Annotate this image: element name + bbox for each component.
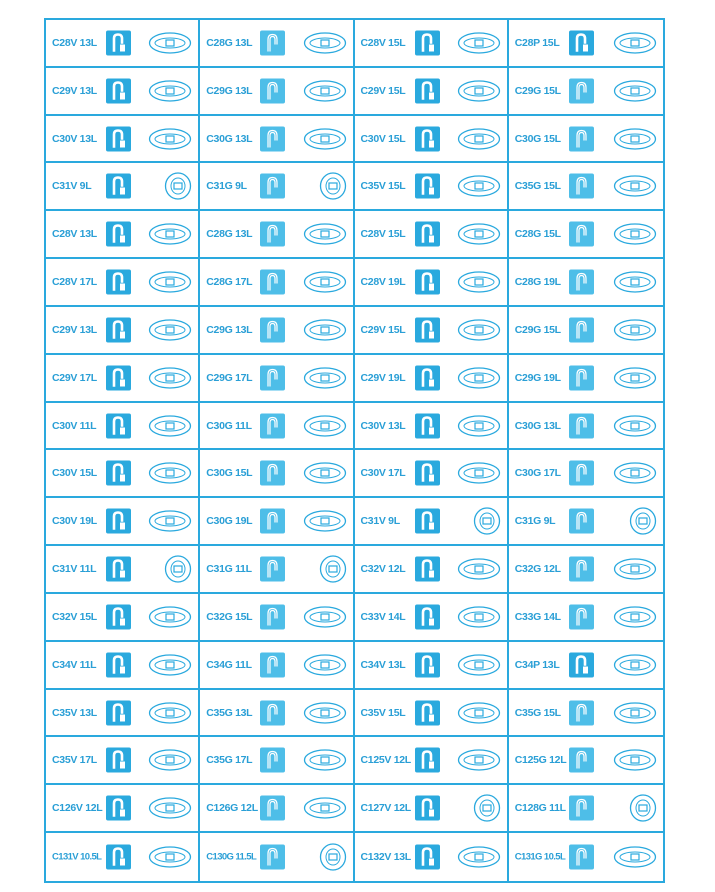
catalog-cell — [509, 737, 663, 785]
nose-pad-shape-icon — [613, 414, 657, 438]
model-code: C35V 15L — [360, 180, 406, 193]
nose-pad-profile-icon — [415, 174, 440, 199]
model-code: C29V 19L — [360, 371, 406, 384]
model-code: C31V 9L — [360, 515, 400, 528]
model-code: C29V 15L — [360, 323, 406, 336]
catalog-cell — [355, 20, 509, 68]
nose-pad-profile-icon — [569, 796, 594, 821]
model-code: C29V 13L — [52, 84, 97, 97]
nose-pad-profile-icon — [106, 78, 131, 103]
model-code: C31G 9L — [514, 515, 556, 528]
catalog-cell — [355, 642, 509, 690]
catalog-cell — [46, 450, 200, 498]
nose-pad-profile-icon — [106, 413, 131, 438]
nose-pad-profile-icon — [415, 748, 440, 773]
catalog-cell — [200, 546, 354, 594]
catalog-cell — [509, 690, 663, 738]
nose-pad-shape-icon — [613, 174, 657, 198]
nose-pad-shape-icon — [303, 796, 347, 820]
catalog-cell — [509, 450, 663, 498]
catalog-cell — [46, 737, 200, 785]
catalog-cell — [200, 163, 354, 211]
nose-pad-profile-icon — [260, 365, 285, 390]
catalog-cell — [509, 259, 663, 307]
model-code: C127V 12L — [360, 802, 411, 815]
model-code: C32V 15L — [52, 610, 97, 623]
nose-pad-profile-icon — [260, 604, 285, 629]
catalog-cell — [200, 211, 354, 259]
catalog-cell — [509, 785, 663, 833]
nose-pad-shape-icon — [303, 79, 347, 103]
nose-pad-profile-icon — [260, 174, 285, 199]
model-code: C132V 13L — [360, 851, 411, 864]
nose-pad-shape-icon — [457, 414, 501, 438]
model-code: C28P 15L — [514, 36, 560, 49]
model-code: C34V 11L — [52, 658, 97, 671]
nose-pad-profile-icon — [415, 126, 440, 151]
nose-pad-shape-icon — [613, 653, 657, 677]
model-code: C30V 19L — [52, 515, 97, 528]
model-code: C126V 12L — [52, 802, 103, 815]
catalog-cell — [509, 642, 663, 690]
nose-pad-profile-icon — [260, 461, 285, 486]
catalog-cell — [46, 642, 200, 690]
nose-pad-shape-icon — [164, 171, 192, 201]
nose-pad-shape-icon — [303, 461, 347, 485]
model-code: C30V 13L — [360, 419, 406, 432]
catalog-cell — [46, 546, 200, 594]
model-code: C30G 17L — [514, 467, 561, 480]
nose-pad-profile-icon — [106, 270, 131, 295]
model-code: C35V 15L — [360, 706, 406, 719]
nose-pad-catalog-sheet — [44, 18, 665, 883]
catalog-cell — [509, 68, 663, 116]
nose-pad-shape-icon — [457, 845, 501, 869]
nose-pad-profile-icon — [569, 222, 594, 247]
nose-pad-shape-icon — [148, 318, 192, 342]
nose-pad-profile-icon — [260, 222, 285, 247]
model-code: C35V 17L — [52, 754, 97, 767]
nose-pad-profile-icon — [569, 413, 594, 438]
catalog-cell — [509, 546, 663, 594]
model-code: C34P 13L — [514, 658, 560, 671]
nose-pad-profile-icon — [106, 30, 131, 55]
nose-pad-profile-icon — [415, 796, 440, 821]
nose-pad-shape-icon — [319, 842, 347, 872]
nose-pad-shape-icon — [473, 793, 501, 823]
nose-pad-shape-icon — [148, 701, 192, 725]
nose-pad-profile-icon — [569, 748, 594, 773]
model-code: C128G 11L — [514, 802, 566, 815]
catalog-cell — [355, 785, 509, 833]
nose-pad-shape-icon — [303, 222, 347, 246]
model-code: C33G 14L — [514, 610, 561, 623]
catalog-cell — [200, 737, 354, 785]
nose-pad-shape-icon — [303, 414, 347, 438]
catalog-cell — [46, 259, 200, 307]
nose-pad-profile-icon — [569, 317, 594, 342]
nose-pad-shape-icon — [457, 366, 501, 390]
model-code: C32G 15L — [206, 610, 253, 623]
nose-pad-shape-icon — [319, 171, 347, 201]
nose-pad-shape-icon — [303, 270, 347, 294]
model-code: C35G 13L — [206, 706, 253, 719]
model-code: C30G 11L — [206, 419, 252, 432]
model-code: C30G 15L — [514, 132, 561, 145]
model-code: C131V 10.5L — [52, 851, 102, 863]
nose-pad-shape-icon — [148, 845, 192, 869]
model-code: C29G 15L — [514, 323, 561, 336]
nose-pad-profile-icon — [260, 748, 285, 773]
nose-pad-shape-icon — [303, 318, 347, 342]
nose-pad-profile-icon — [569, 652, 594, 677]
catalog-cell — [200, 785, 354, 833]
model-code: C29G 15L — [514, 84, 561, 97]
model-code: C28V 13L — [52, 36, 97, 49]
catalog-cell — [355, 403, 509, 451]
nose-pad-shape-icon — [148, 79, 192, 103]
model-code: C30V 15L — [52, 467, 97, 480]
model-code: C32V 12L — [360, 563, 406, 576]
nose-pad-profile-icon — [569, 509, 594, 534]
nose-pad-shape-icon — [613, 222, 657, 246]
model-code: C34G 11L — [206, 658, 252, 671]
nose-pad-profile-icon — [106, 652, 131, 677]
model-code: C125V 12L — [360, 754, 411, 767]
catalog-cell — [200, 259, 354, 307]
nose-pad-profile-icon — [569, 461, 594, 486]
nose-pad-shape-icon — [148, 653, 192, 677]
catalog-cell — [46, 785, 200, 833]
catalog-cell — [355, 116, 509, 164]
nose-pad-profile-icon — [106, 461, 131, 486]
nose-pad-shape-icon — [613, 270, 657, 294]
catalog-cell — [355, 594, 509, 642]
nose-pad-profile-icon — [415, 845, 440, 870]
model-code: C130G 11.5L — [206, 851, 257, 863]
model-code: C29V 17L — [52, 371, 97, 384]
nose-pad-profile-icon — [260, 317, 285, 342]
nose-pad-shape-icon — [457, 653, 501, 677]
model-code: C28G 17L — [206, 276, 253, 289]
nose-pad-shape-icon — [457, 270, 501, 294]
catalog-cell — [355, 68, 509, 116]
nose-pad-shape-icon — [164, 554, 192, 584]
nose-pad-shape-icon — [148, 748, 192, 772]
nose-pad-profile-icon — [260, 652, 285, 677]
nose-pad-shape-icon — [148, 127, 192, 151]
catalog-cell — [509, 307, 663, 355]
catalog-cell — [509, 498, 663, 546]
catalog-cell — [200, 355, 354, 403]
catalog-cell — [509, 355, 663, 403]
catalog-cell — [509, 163, 663, 211]
model-code: C30G 13L — [206, 132, 253, 145]
nose-pad-profile-icon — [415, 604, 440, 629]
nose-pad-shape-icon — [303, 31, 347, 55]
catalog-cell — [46, 211, 200, 259]
nose-pad-profile-icon — [106, 845, 131, 870]
catalog-cell — [355, 450, 509, 498]
catalog-cell — [509, 833, 663, 881]
model-code: C28V 15L — [360, 36, 406, 49]
nose-pad-profile-icon — [569, 174, 594, 199]
nose-pad-profile-icon — [569, 365, 594, 390]
nose-pad-shape-icon — [457, 461, 501, 485]
nose-pad-profile-icon — [569, 78, 594, 103]
model-code: C30V 15L — [360, 132, 406, 145]
nose-pad-shape-icon — [613, 557, 657, 581]
nose-pad-profile-icon — [106, 126, 131, 151]
nose-pad-profile-icon — [260, 270, 285, 295]
nose-pad-shape-icon — [148, 509, 192, 533]
catalog-cell — [46, 355, 200, 403]
nose-pad-profile-icon — [260, 30, 285, 55]
nose-pad-shape-icon — [303, 605, 347, 629]
nose-pad-profile-icon — [415, 30, 440, 55]
nose-pad-shape-icon — [148, 366, 192, 390]
nose-pad-shape-icon — [457, 605, 501, 629]
nose-pad-shape-icon — [148, 461, 192, 485]
catalog-cell — [509, 116, 663, 164]
catalog-cell — [200, 690, 354, 738]
catalog-cell — [355, 546, 509, 594]
nose-pad-shape-icon — [148, 414, 192, 438]
nose-pad-shape-icon — [613, 318, 657, 342]
nose-pad-shape-icon — [457, 79, 501, 103]
nose-pad-profile-icon — [415, 317, 440, 342]
model-code: C28V 13L — [52, 228, 97, 241]
model-code: C35G 15L — [514, 180, 561, 193]
catalog-cell — [200, 642, 354, 690]
nose-pad-shape-icon — [303, 366, 347, 390]
nose-pad-shape-icon — [303, 701, 347, 725]
nose-pad-shape-icon — [457, 318, 501, 342]
nose-pad-profile-icon — [260, 700, 285, 725]
catalog-cell — [200, 498, 354, 546]
nose-pad-shape-icon — [613, 31, 657, 55]
nose-pad-profile-icon — [106, 557, 131, 582]
nose-pad-profile-icon — [569, 700, 594, 725]
model-code: C28G 15L — [514, 228, 561, 241]
nose-pad-shape-icon — [148, 796, 192, 820]
model-code: C30G 13L — [514, 419, 561, 432]
model-code: C29G 19L — [514, 371, 561, 384]
catalog-cell — [46, 163, 200, 211]
nose-pad-profile-icon — [569, 604, 594, 629]
catalog-cell — [200, 594, 354, 642]
catalog-cell — [355, 498, 509, 546]
nose-pad-profile-icon — [415, 270, 440, 295]
nose-pad-profile-icon — [260, 845, 285, 870]
nose-pad-profile-icon — [415, 78, 440, 103]
nose-pad-shape-icon — [473, 506, 501, 536]
nose-pad-profile-icon — [106, 748, 131, 773]
model-code: C31G 9L — [206, 180, 247, 193]
nose-pad-grid — [46, 20, 663, 881]
nose-pad-profile-icon — [106, 365, 131, 390]
nose-pad-shape-icon — [629, 793, 657, 823]
catalog-cell — [46, 68, 200, 116]
catalog-cell — [355, 259, 509, 307]
catalog-cell — [355, 355, 509, 403]
nose-pad-profile-icon — [106, 509, 131, 534]
nose-pad-profile-icon — [260, 126, 285, 151]
model-code: C32G 12L — [514, 563, 561, 576]
nose-pad-profile-icon — [569, 557, 594, 582]
nose-pad-profile-icon — [415, 557, 440, 582]
model-code: C31V 11L — [52, 563, 97, 576]
catalog-cell — [509, 403, 663, 451]
nose-pad-shape-icon — [457, 127, 501, 151]
catalog-cell — [200, 20, 354, 68]
nose-pad-shape-icon — [613, 845, 657, 869]
nose-pad-shape-icon — [613, 461, 657, 485]
nose-pad-profile-icon — [415, 700, 440, 725]
nose-pad-profile-icon — [106, 796, 131, 821]
nose-pad-profile-icon — [415, 222, 440, 247]
nose-pad-shape-icon — [457, 222, 501, 246]
model-code: C126G 12L — [206, 802, 258, 815]
nose-pad-shape-icon — [613, 366, 657, 390]
model-code: C29G 13L — [206, 323, 253, 336]
model-code: C30V 13L — [52, 132, 97, 145]
model-code: C30G 19L — [206, 515, 253, 528]
nose-pad-shape-icon — [613, 748, 657, 772]
nose-pad-shape-icon — [303, 748, 347, 772]
nose-pad-profile-icon — [415, 365, 440, 390]
nose-pad-profile-icon — [106, 222, 131, 247]
nose-pad-shape-icon — [613, 127, 657, 151]
catalog-cell — [509, 594, 663, 642]
nose-pad-profile-icon — [415, 461, 440, 486]
model-code: C35G 15L — [514, 706, 561, 719]
nose-pad-shape-icon — [148, 222, 192, 246]
nose-pad-shape-icon — [457, 701, 501, 725]
nose-pad-profile-icon — [260, 78, 285, 103]
catalog-cell — [46, 690, 200, 738]
nose-pad-shape-icon — [148, 270, 192, 294]
nose-pad-profile-icon — [569, 126, 594, 151]
model-code: C28G 19L — [514, 276, 561, 289]
model-code: C34V 13L — [360, 658, 406, 671]
nose-pad-profile-icon — [415, 413, 440, 438]
catalog-cell — [200, 116, 354, 164]
nose-pad-profile-icon — [260, 509, 285, 534]
nose-pad-profile-icon — [106, 174, 131, 199]
catalog-cell — [200, 403, 354, 451]
catalog-cell — [200, 307, 354, 355]
nose-pad-shape-icon — [629, 506, 657, 536]
model-code: C29G 17L — [206, 371, 253, 384]
catalog-cell — [46, 116, 200, 164]
nose-pad-shape-icon — [303, 127, 347, 151]
catalog-cell — [46, 498, 200, 546]
nose-pad-profile-icon — [106, 700, 131, 725]
catalog-cell — [46, 833, 200, 881]
catalog-cell — [509, 20, 663, 68]
nose-pad-profile-icon — [415, 652, 440, 677]
catalog-cell — [46, 307, 200, 355]
nose-pad-shape-icon — [457, 174, 501, 198]
model-code: C35G 17L — [206, 754, 253, 767]
nose-pad-profile-icon — [415, 509, 440, 534]
catalog-cell — [200, 68, 354, 116]
model-code: C30V 11L — [52, 419, 97, 432]
nose-pad-shape-icon — [303, 509, 347, 533]
catalog-cell — [355, 737, 509, 785]
nose-pad-profile-icon — [106, 604, 131, 629]
model-code: C30V 17L — [360, 467, 406, 480]
nose-pad-shape-icon — [457, 31, 501, 55]
nose-pad-shape-icon — [457, 557, 501, 581]
model-code: C35V 13L — [52, 706, 97, 719]
catalog-cell — [355, 307, 509, 355]
model-code: C29V 13L — [52, 323, 97, 336]
catalog-cell — [355, 163, 509, 211]
nose-pad-shape-icon — [303, 653, 347, 677]
catalog-cell — [46, 594, 200, 642]
nose-pad-profile-icon — [569, 30, 594, 55]
model-code: C31V 9L — [52, 180, 92, 193]
model-code: C33V 14L — [360, 610, 406, 623]
catalog-cell — [355, 833, 509, 881]
model-code: C28V 15L — [360, 228, 406, 241]
nose-pad-shape-icon — [613, 605, 657, 629]
catalog-cell — [200, 833, 354, 881]
nose-pad-shape-icon — [148, 31, 192, 55]
model-code: C131G 10.5L — [514, 851, 566, 863]
nose-pad-profile-icon — [569, 845, 594, 870]
catalog-cell — [355, 690, 509, 738]
catalog-cell — [509, 211, 663, 259]
model-code: C29V 15L — [360, 84, 406, 97]
nose-pad-profile-icon — [260, 413, 285, 438]
nose-pad-shape-icon — [148, 605, 192, 629]
nose-pad-profile-icon — [260, 557, 285, 582]
catalog-cell — [355, 211, 509, 259]
model-code: C125G 12L — [514, 754, 567, 767]
catalog-cell — [200, 450, 354, 498]
catalog-cell — [46, 403, 200, 451]
model-code: C28G 13L — [206, 36, 253, 49]
nose-pad-profile-icon — [569, 270, 594, 295]
nose-pad-profile-icon — [106, 317, 131, 342]
nose-pad-shape-icon — [457, 748, 501, 772]
nose-pad-shape-icon — [613, 701, 657, 725]
model-code: C30G 15L — [206, 467, 253, 480]
nose-pad-profile-icon — [260, 796, 285, 821]
catalog-cell — [46, 20, 200, 68]
model-code: C28V 17L — [52, 276, 97, 289]
nose-pad-shape-icon — [613, 79, 657, 103]
nose-pad-shape-icon — [319, 554, 347, 584]
model-code: C29G 13L — [206, 84, 253, 97]
model-code: C28G 13L — [206, 228, 253, 241]
model-code: C28V 19L — [360, 276, 406, 289]
model-code: C31G 11L — [206, 563, 252, 576]
